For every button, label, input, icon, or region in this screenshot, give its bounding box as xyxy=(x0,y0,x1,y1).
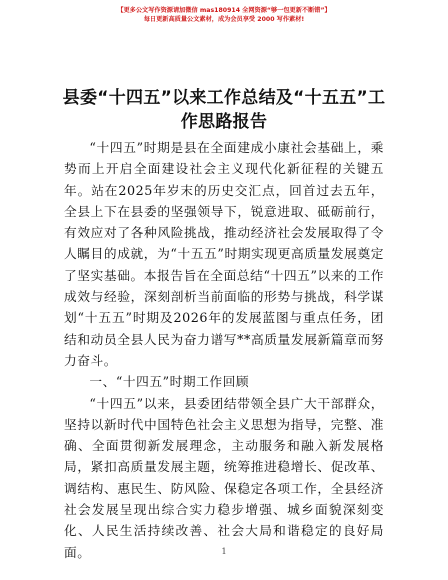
section-heading-review: 一、“十四五”时期工作回顾 xyxy=(89,374,250,390)
page-number: 1 xyxy=(221,547,227,556)
document-title-line-1: 县委“十四五”以来工作总结及“十五五”工 xyxy=(62,88,386,108)
document-title-line-2: 作思路报告 xyxy=(180,112,268,132)
intro-paragraph: “十四五”时期是县在全面建成小康社会基础上，乘势而上开启全面建设社会主义现代化新征程的关键五年。站在2025年岁末的历史交汇点，回首过去五年，全县上下在县委的坚强领导下，锐意进取、砥砺前行，有效应对了各种风险挑战，推动经济社会发展取得了令人瞩目的成就，为“十五五”时期实现更高质量发展奠定了坚实基础。本报告旨在全面总结“十四五”以来的工作成效与经验，深刻剖析当前面临的形势与挑战，科学谋划“十五五”时期及2026年的发展蓝图与重点任务，团结和动员全县人民为奋力谱写**高质量发展新篇章而努力奋斗。 xyxy=(64,140,384,368)
promo-banner-line-2: 每日更新高质量公文素材，成为会员享受 2000 写作素材! xyxy=(143,16,305,23)
review-paragraph: “十四五”以来，县委团结带领全县广大干部群众，坚持以新时代中国特色社会主义思想为指导，完整、准确、全面贯彻新发展理念，主动服务和融入新发展格局，紧扣高质量发展主题，统筹推进稳增长、促改革、调结构、惠民生、防风险、保稳定各项工作，全县经济社会发展呈现出综合实力稳步增强、城乡面貌深刻变化、人民生活持续改善、社会大局和谐稳定的良好局面。 xyxy=(64,395,384,560)
promo-banner-line-1: 【更多公文写作资源请加微信 mas180914 全网资源“够一包更新不断错”】 xyxy=(117,7,331,14)
document-body xyxy=(64,137,384,563)
promo-banner xyxy=(0,6,448,24)
document-title xyxy=(60,86,388,134)
